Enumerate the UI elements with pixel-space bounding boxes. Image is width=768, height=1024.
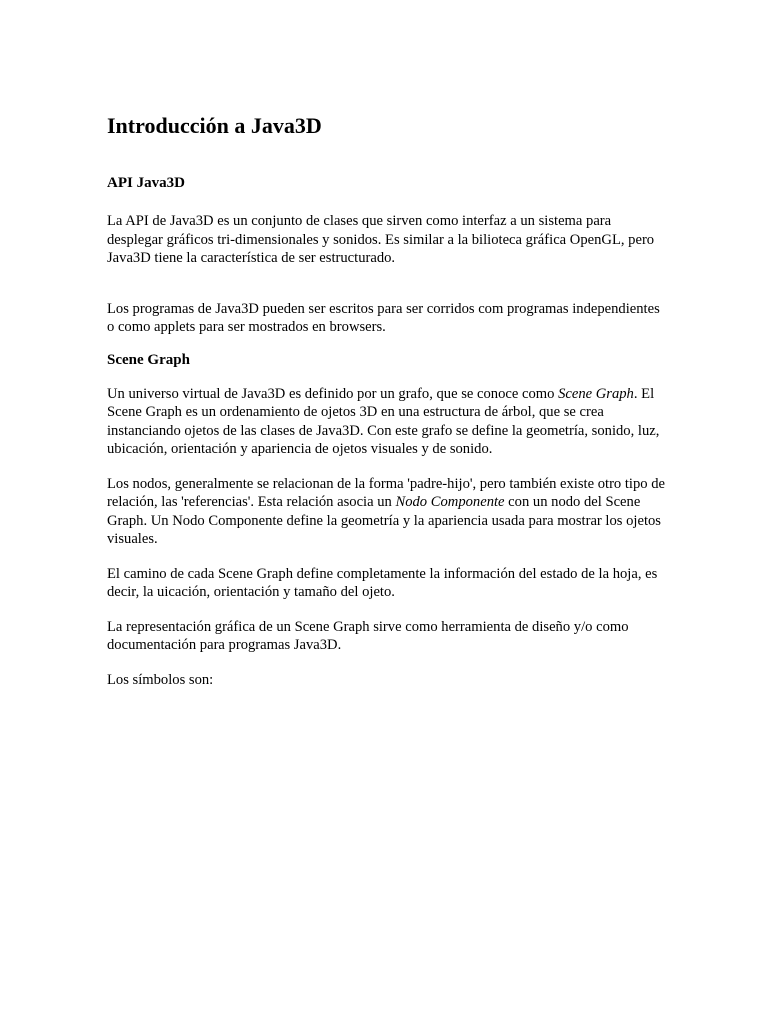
scene-graph-p2-text-a: Los nodos, generalmente se relacionan de la forma 'padre-hijo', pero también existe otro tipo de relación, las 'referencias'. Esta relación asocia un xyxy=(107,475,666,510)
api-paragraph-2: Los programas de Java3D pueden ser escritos para ser corridos com programas independientes o como applets para ser mostrados en browsers. xyxy=(107,300,660,335)
section-heading-api: API Java3D xyxy=(107,175,185,191)
scene-graph-paragraph-1 xyxy=(107,385,667,459)
scene-graph-p1-text-b: . El Scene Graph es un ordenamiento de ojetos 3D en una estructura de árbol, que se crea instanciando ojetos de las clases de Java3D. Con este grafo se define la geometría, sonido, luz, ubicación, orientación y apariencia de ojetos visuales y de sonido. xyxy=(107,385,660,457)
scene-graph-p2-emphasis: Nodo Componente xyxy=(395,494,505,510)
scene-graph-p2-text-b: con un nodo del Scene Graph. Un Nodo Componente define la geometría y la apariencia usada para mostrar los ojetos visuales. xyxy=(107,494,661,547)
scene-graph-p1-text-a: Un universo virtual de Java3D es definido por un grafo, que se conoce como xyxy=(107,385,559,402)
scene-graph-paragraph-5: Los símbolos son: xyxy=(107,671,214,688)
scene-graph-paragraph-3: El camino de cada Scene Graph define completamente la información del estado de la hoja, es decir, la uicación, orientación y tamaño del ojeto. xyxy=(107,565,658,600)
page-title: Introducción a Java3D xyxy=(107,113,322,138)
scene-graph-p1-emphasis: Scene Graph xyxy=(558,385,634,402)
document-page xyxy=(107,112,667,689)
scene-graph-paragraph-2 xyxy=(107,475,667,549)
api-paragraph-1: La API de Java3D es un conjunto de clases que sirven como interfaz a un sistema para desplegar gráficos tri-dimensionales y sonidos. Es similar a la bilioteca gráfica OpenGL, pero Java3D tiene la característica de ser estructurado. xyxy=(107,213,655,266)
scene-graph-paragraph-4: La representación gráfica de un Scene Graph sirve como herramienta de diseño y/o como documentación para programas Java3D. xyxy=(107,618,629,653)
section-heading-scene-graph: Scene Graph xyxy=(107,351,190,368)
